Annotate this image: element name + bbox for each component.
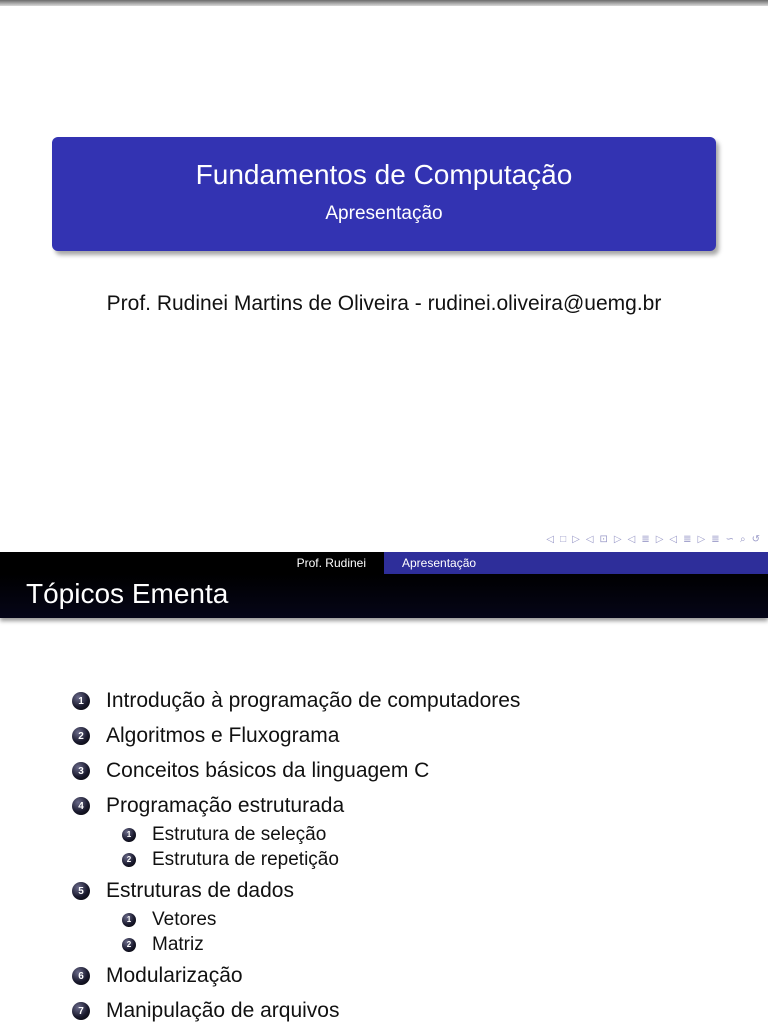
numbered-ball-icon: 1: [72, 692, 90, 710]
list-item: [72, 996, 732, 1026]
page-top-rule: [0, 0, 768, 6]
nav-symbol-icon[interactable]: ◁: [546, 533, 555, 545]
sublist-item-label: Vetores: [152, 908, 217, 930]
sublist: [122, 907, 732, 957]
nav-symbol-icon[interactable]: ∽: [725, 533, 734, 545]
numbered-ball-icon: 2: [122, 938, 136, 952]
list-item-label: Modularização: [106, 964, 243, 987]
author-line: Prof. Rudinei Martins de Oliveira - rudinei.oliveira@uemg.br: [106, 292, 662, 315]
nav-symbol-icon[interactable]: ⌕: [740, 533, 746, 545]
numbered-ball-icon: 4: [72, 797, 90, 815]
sublist-item: [122, 822, 732, 847]
header-section-title: Apresentação: [384, 552, 768, 574]
presentation-title: Fundamentos de Computação: [195, 159, 573, 190]
nav-symbol-icon[interactable]: ◁: [585, 533, 594, 545]
list-item: [72, 721, 732, 751]
list-item-label: Conceitos básicos da linguagem C: [106, 759, 430, 782]
numbered-ball-icon: 5: [72, 882, 90, 900]
numbered-ball-icon: 7: [72, 1002, 90, 1020]
numbered-ball-icon: 6: [72, 967, 90, 985]
sublist-item-label: Estrutura de repetição: [152, 848, 339, 870]
numbered-ball-icon: 3: [72, 762, 90, 780]
numbered-ball-icon: 2: [72, 727, 90, 745]
slide-header-strip: [0, 552, 768, 574]
nav-symbol-icon[interactable]: ▷: [613, 533, 622, 545]
sublist-item: [122, 907, 732, 932]
numbered-ball-icon: 2: [122, 853, 136, 867]
numbered-ball-icon: 1: [122, 913, 136, 927]
list-item-label: Estruturas de dados: [106, 879, 294, 902]
nav-symbol-icon[interactable]: ▷: [655, 533, 664, 545]
list-item-label: Manipulação de arquivos: [106, 999, 340, 1022]
sublist: [122, 822, 732, 872]
sublist-item: [122, 932, 732, 957]
list-item: [72, 686, 732, 716]
nav-symbol-icon[interactable]: ≣: [683, 533, 692, 545]
nav-symbol-icon[interactable]: ≣: [641, 533, 650, 545]
list-item-label: Programação estruturada: [106, 794, 345, 817]
sublist-item-label: Matriz: [152, 933, 204, 955]
topics-list: [72, 686, 732, 1031]
beamer-navigation-symbols[interactable]: [546, 532, 760, 546]
nav-symbol-icon[interactable]: ◁: [627, 533, 636, 545]
title-block: [52, 137, 716, 251]
numbered-ball-icon: 1: [122, 828, 136, 842]
list-item: [72, 961, 732, 991]
list-item-label: Algoritmos e Fluxograma: [106, 724, 340, 747]
nav-symbol-icon[interactable]: ▷: [572, 533, 580, 545]
list-item: [72, 791, 732, 821]
nav-symbol-icon[interactable]: ⊡: [599, 533, 608, 545]
nav-symbol-icon[interactable]: ▷: [697, 533, 706, 545]
nav-symbol-icon[interactable]: ↺: [751, 533, 760, 545]
sublist-item-label: Estrutura de seleção: [152, 823, 327, 845]
sublist-item: [122, 847, 732, 872]
presentation-subtitle: Apresentação: [325, 203, 443, 224]
frame-title-bar: [0, 574, 768, 618]
frame-title: Tópicos Ementa: [26, 578, 229, 609]
list-item-label: Introdução à programação de computadores: [106, 689, 521, 712]
nav-symbol-icon[interactable]: ◁: [669, 533, 678, 545]
header-author: Prof. Rudinei: [296, 556, 366, 570]
nav-symbol-icon[interactable]: □: [560, 533, 567, 545]
list-item: [72, 876, 732, 906]
nav-symbol-icon[interactable]: ≣: [711, 533, 720, 545]
list-item: [72, 756, 732, 786]
